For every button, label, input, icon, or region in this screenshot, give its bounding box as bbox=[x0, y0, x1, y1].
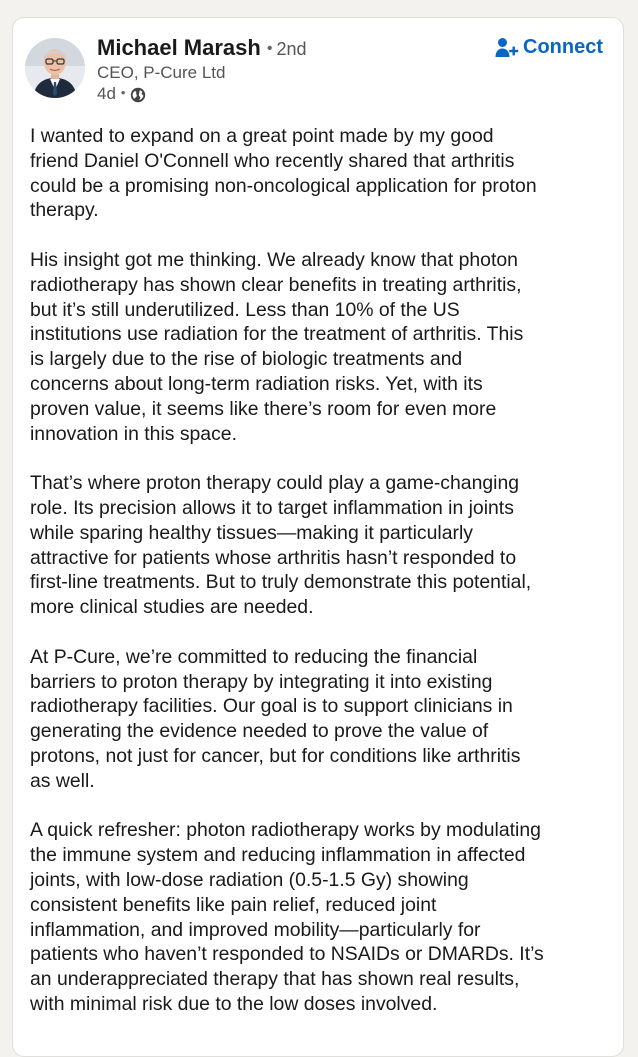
separator-dot: • bbox=[266, 40, 273, 57]
post-meta bbox=[97, 83, 146, 105]
author-name-line bbox=[97, 34, 307, 65]
post-paragraph: His insight got me thinking. We already know that photon radiotherapy has shown clear benefits in treating arthritis, but it’s still underutilized. Less than 10% of the US institutions use radiation for the treatment of arthritis. This is largely due to the rise of biologic treatments and concerns about long-term radiation risks. Yet, with its proven value, it seems like there’s room for even more innovation in this space. bbox=[30, 248, 524, 445]
post-header bbox=[13, 18, 623, 118]
post-card bbox=[12, 17, 624, 1057]
globe-icon bbox=[130, 87, 146, 103]
separator-dot: • bbox=[120, 85, 126, 100]
post-paragraph: I wanted to expand on a great point made by my good friend Daniel O'Connell who recently shared that arthritis could be a promising non-oncological application for proton therapy. bbox=[30, 125, 537, 222]
author-headline: CEO, P-Cure Ltd bbox=[97, 63, 226, 82]
avatar-image bbox=[25, 38, 85, 98]
author-name[interactable]: Michael Marash bbox=[97, 35, 261, 60]
post-time: 4d bbox=[97, 84, 116, 103]
connect-label: Connect bbox=[523, 36, 603, 58]
post-body bbox=[30, 124, 610, 1041]
avatar[interactable] bbox=[25, 38, 85, 98]
post-paragraph: A quick refresher: photon radiotherapy works by modulating the immune system and reducing inflammation in affected joints, with low-dose radiation (0.5-1.5 Gy) showing consistent benefits like pain relief, reduced joint inflammation, and improved mobility—particularly for patients who haven’t responded to NSAIDs or DMARDs. It’s an underappreciated therapy that has shown real results, with minimal risk due to the low doses involved. bbox=[30, 819, 544, 1015]
connection-degree: 2nd bbox=[276, 39, 307, 59]
post-paragraph: That’s where proton therapy could play a game-changing role. Its precision allows it to target inflammation in joints while sparing healthy tissues—making it particularly attractive for patients whose arthritis hasn’t responded to first-line treatments. But to truly demonstrate this potential, more clinical studies are needed. bbox=[30, 472, 532, 619]
person-add-icon bbox=[495, 37, 519, 59]
post-paragraph: At P-Cure, we’re committed to reducing the financial barriers to proton therapy by integrating it into existing radiotherapy facilities. Our goal is to support clinicians in generating the evidence needed to prove the value of protons, not just for cancer, but for conditions like arthritis as well. bbox=[30, 645, 521, 792]
connect-button[interactable] bbox=[495, 36, 603, 59]
